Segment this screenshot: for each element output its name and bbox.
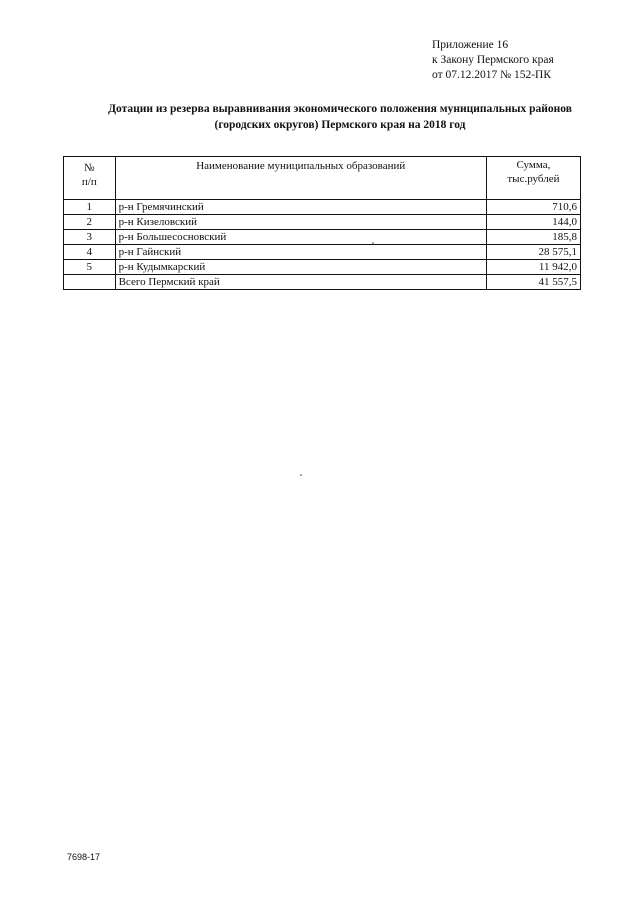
table-header-row: [64, 157, 581, 200]
row-number: 2: [64, 215, 116, 230]
total-number: [64, 275, 116, 290]
header-sum-label: Сумма,: [516, 159, 551, 171]
row-name: р-н Кудымкарский: [115, 260, 486, 275]
subsidy-table: [63, 156, 581, 290]
scan-speck: [300, 474, 302, 476]
title-line-2: (городских округов) Пермского края на 2018 год: [214, 119, 466, 131]
row-name: р-н Кизеловский: [115, 215, 486, 230]
header-name: Наименование муниципальных образований: [115, 157, 486, 200]
row-sum: 144,0: [486, 215, 580, 230]
header-number: [64, 157, 116, 200]
table-total-row: [64, 275, 581, 290]
table-row: [64, 260, 581, 275]
header-number-symbol: №: [84, 162, 95, 174]
appendix-block: [432, 38, 632, 83]
appendix-law-reference: к Закону Пермского края: [432, 54, 554, 66]
appendix-number: Приложение 16: [432, 39, 509, 51]
row-number: 1: [64, 200, 116, 215]
row-number: 4: [64, 245, 116, 260]
row-name: р-н Гремячинский: [115, 200, 486, 215]
row-name: р-н Большесосновский: [115, 230, 486, 245]
table-row: [64, 215, 581, 230]
table-row: [64, 200, 581, 215]
table-row: [64, 230, 581, 245]
total-name: Всего Пермский край: [115, 275, 486, 290]
row-sum: 710,6: [486, 200, 580, 215]
row-number: 3: [64, 230, 116, 245]
row-name: р-н Гайнский: [115, 245, 486, 260]
header-sum: [486, 157, 580, 200]
document-title: [60, 101, 620, 133]
scan-speck: [372, 242, 374, 244]
document-code: 7698-17: [67, 852, 101, 862]
appendix-law-date: от 07.12.2017 № 152-ПК: [432, 69, 552, 81]
row-number: 5: [64, 260, 116, 275]
title-line-1: Дотации из резерва выравнивания экономического положения муниципальных районов: [108, 103, 572, 115]
header-number-label: п/п: [81, 176, 97, 188]
row-sum: 185,8: [486, 230, 580, 245]
row-sum: 11 942,0: [486, 260, 580, 275]
header-sum-unit: тыс.рублей: [507, 173, 560, 185]
total-sum: 41 557,5: [486, 275, 580, 290]
row-sum: 28 575,1: [486, 245, 580, 260]
table-row: [64, 245, 581, 260]
